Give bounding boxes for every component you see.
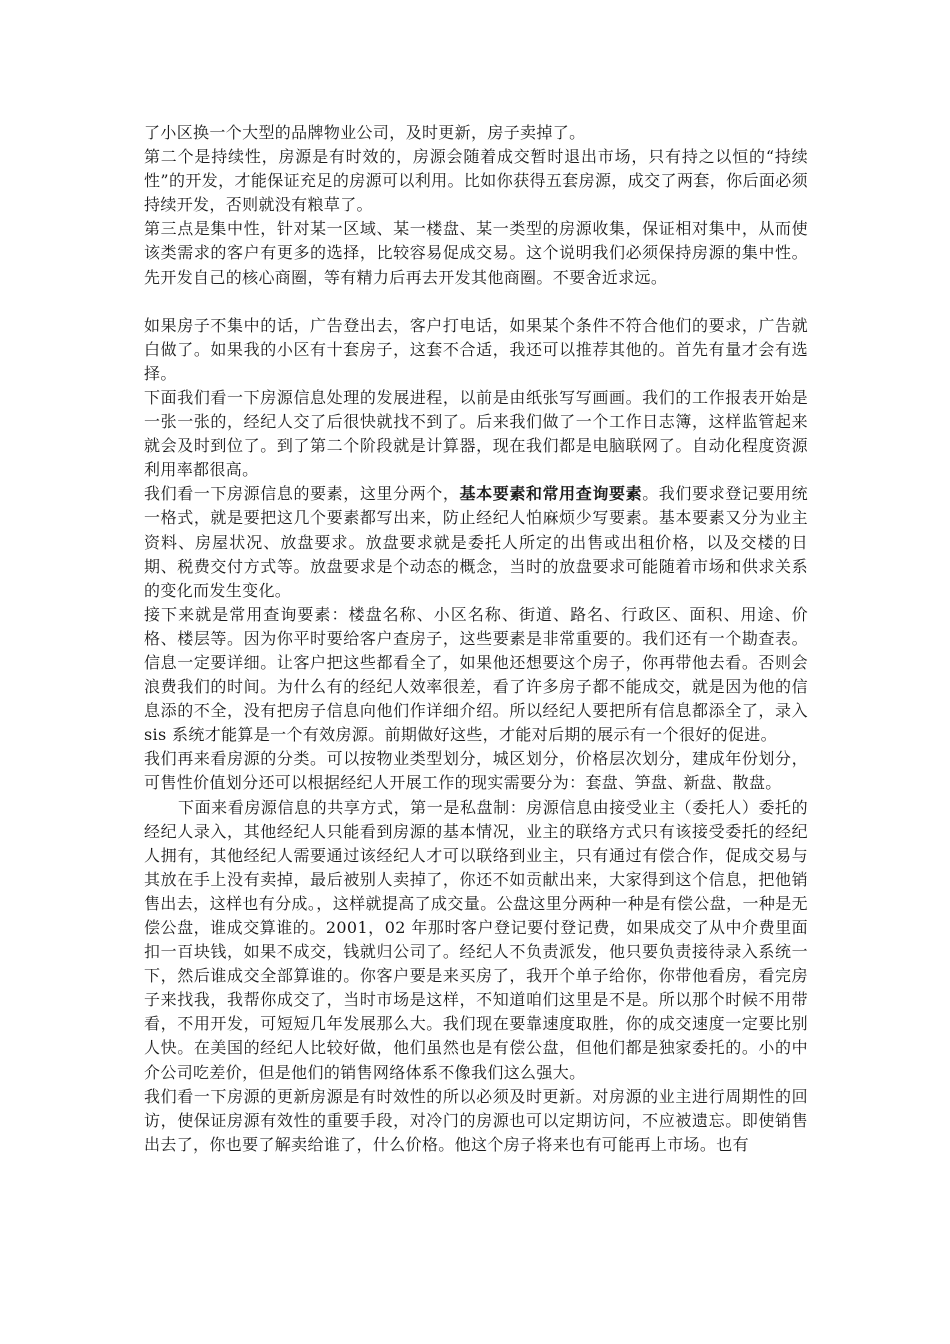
paragraph-6-rest: 。我们要求登记要用统一格式，就是要把这几个要素都写出来，防止经纪人怕麻烦少写要素。基本要素又分为业主资料、房屋状况、放盘要求。放盘要求就是委托人所定的出售或出租价格，以及交楼的日期、税费交付方式等。放盘要求是个动态的概念，当时的放盘要求可能随着市场和供求关系的变化而发生变化。 [144, 484, 808, 600]
paragraph-9: 下面来看房源信息的共享方式，第一是私盘制：房源信息由接受业主（委托人）委托的经纪人录入，其他经纪人只能看到房源的基本情况，业主的联络方式只有该接受委托的经纪人拥有，其他经纪人需要通过该经纪人才可以联络到业主，只有通过有偿合作，促成交易与其放在手上没有卖掉，最后被别人卖掉了，你还不如贡献出来，大家得到这个信息，把他销售出去，这样也有分成。，这样就提高了成交量。公盘这里分两种一种是有偿公盘，一种是无偿公盘，谁成交算谁的。2001，02 年那时客户登记要付登记费，如果成交了从中介费里面扣一百块钱，如果不成交，钱就归公司了。经纪人不负责派发，他只要负责接待录入系统一下，然后谁成交全部算谁的。你客户要是来买房了，我开个单子给你，你带他看房，看完房子来找我，我帮你成交了，当时市场是这样，不知道咱们这里是不是。所以那个时候不用带看，不用开发，可短短几年发展那么大。我们现在要靠速度取胜，你的成交速度一定要比别人快。在美国的经纪人比较好做，他们虽然也是有偿公盘，但他们都是独家委托的。小的中介公司吃差价，但是他们的销售网络体系不像我们这么强大。 [144, 797, 808, 1082]
paragraph-1: 了小区换一个大型的品牌物业公司，及时更新，房子卖掉了。 [144, 123, 586, 142]
paragraph-5: 下面我们看一下房源信息处理的发展进程，以前是由纸张写写画画。我们的工作报表开始是一张一张的，经纪人交了后很快就找不到了。后来我们做了一个工作日志簿，这样监管起来就会及时到位了。到了第二个阶段就是计算器，现在我们都是电脑联网了。自动化程度资源利用率都很高。 [144, 387, 808, 480]
paragraph-3: 第三点是集中性，针对某一区域、某一楼盘、某一类型的房源收集，保证相对集中，从而使该类需求的客户有更多的选择，比较容易促成交易。这个说明我们必须保持房源的集中性。先开发自己的核心商圈，等有精力后再去开发其他商圈。不要舍近求远。 [144, 219, 808, 287]
paragraph-2: 第二个是持续性，房源是有时效的，房源会随着成交暂时退出市场，只有持之以恒的“持续性”的开发，才能保证充足的房源可以利用。比如你获得五套房源，成交了两套，你后面必须持续开发，否则就没有粮草了。 [144, 147, 808, 215]
paragraph-gap [144, 290, 808, 314]
paragraph-8: 我们再来看房源的分类。可以按物业类型划分，城区划分，价格层次划分，建成年份划分，可售性价值划分还可以根据经纪人开展工作的现实需要分为：套盘、笋盘、新盘、散盘。 [144, 749, 808, 793]
paragraph-4: 如果房子不集中的话，广告登出去，客户打电话，如果某个条件不符合他们的要求，广告就白做了。如果我的小区有十套房子，这套不合适，我还可以推荐其他的。首先有量才会有选择。 [144, 315, 808, 383]
paragraph-10: 我们看一下房源的更新房源是有时效性的所以必须及时更新。对房源的业主进行周期性的回访，使保证房源有效性的重要手段，对冷门的房源也可以定期访问，不应被遗忘。即使销售出去了，你也要了解卖给谁了，什么价格。他这个房子将来也有可能再上市场。也有 [144, 1086, 808, 1154]
paragraph-6 [144, 482, 808, 602]
paragraph-6-lead: 我们看一下房源信息的要素，这里分两个， [144, 484, 460, 504]
paragraph-6-bold-phrase: 基本要素和常用查询要素 [459, 484, 643, 504]
document-body [144, 121, 808, 1157]
paragraph-7: 接下来就是常用查询要素：楼盘名称、小区名称、街道、路名、行政区、面积、用途、价格、楼层等。因为你平时要给客户查房子，这些要素是非常重要的。我们还有一个勘查表。信息一定要详细。让客户把这些都看全了，如果他还想要这个房子，你再带他去看。否则会浪费我们的时间。为什么有的经纪人效率很差，看了许多房子都不能成交，就是因为他的信息添的不全，没有把房子信息向他们作详细介绍。所以经纪人要把所有信息都添全了，录入 sis 系统才能算是一个有效房源。前期做好这些，才能对后期的展示有一个很好的促进。 [144, 604, 808, 745]
